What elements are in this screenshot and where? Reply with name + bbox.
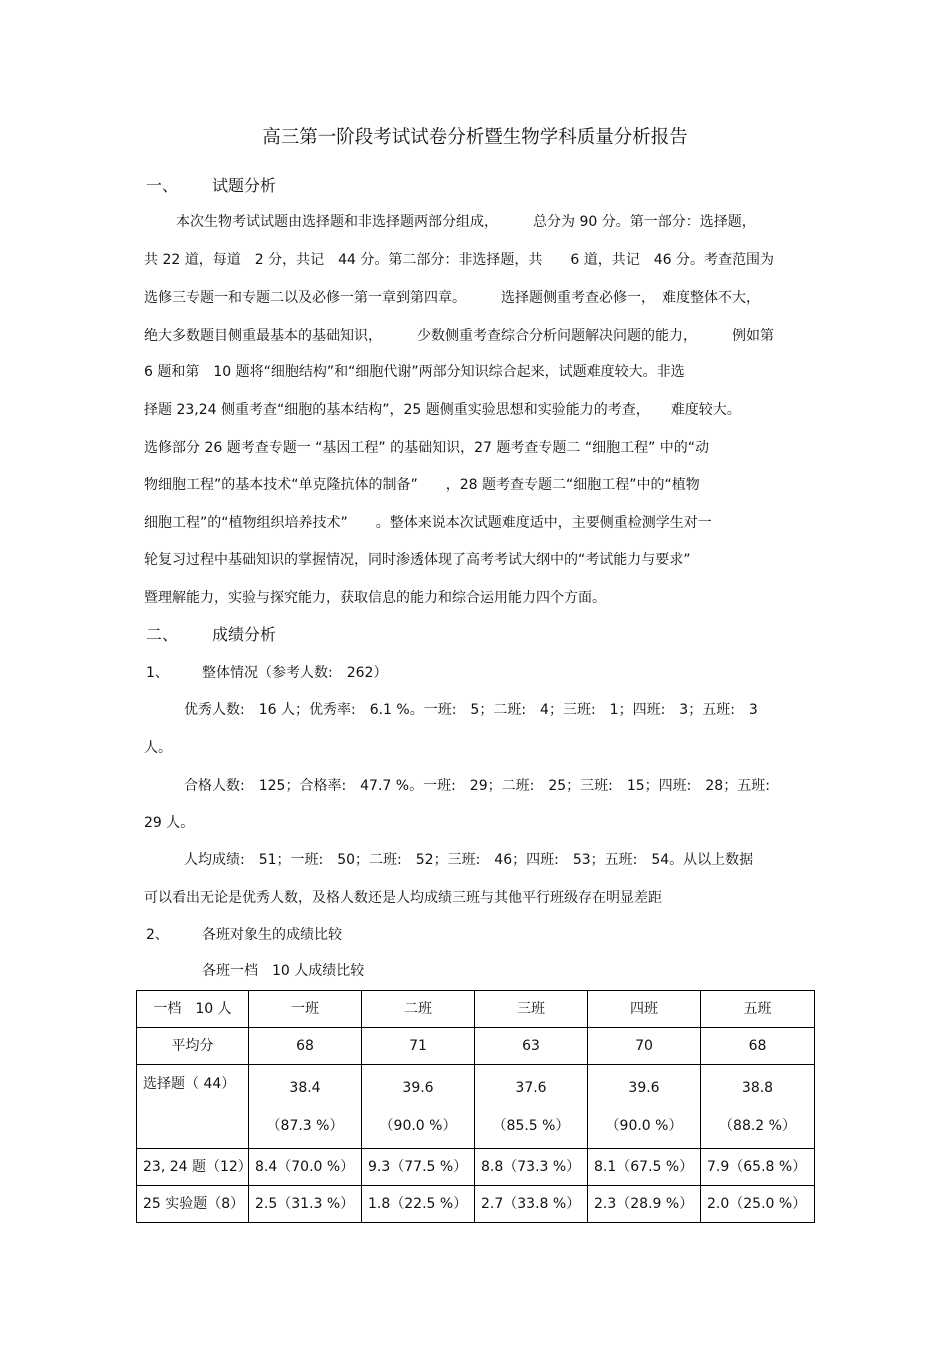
row-label: 23, 24 题（12） — [137, 1149, 249, 1186]
table-header-cell: 四班 — [588, 991, 701, 1028]
cell-percent: （87.3 %） — [266, 1117, 344, 1134]
paragraph-line: 细胞工程”的“植物组织培养技术” 。整体来说本次试题难度适中，主要侧重检测学生对一 — [144, 515, 712, 531]
table-cell: 2.3（28.9 %） — [588, 1186, 701, 1223]
paragraph-line: 绝大多数题目侧重最基本的基础知识， 少数侧重考查综合分析问题解决问题的能力， 例如第 — [144, 328, 774, 344]
table-cell: 2.7（33.8 %） — [475, 1186, 588, 1223]
table-cell — [362, 1065, 475, 1149]
section-number: 一、 — [146, 176, 179, 195]
table-header-cell: 二班 — [362, 991, 475, 1028]
table-header-row — [137, 991, 815, 1028]
row-label: 选择题（ 44） — [137, 1065, 249, 1149]
section-title: 试题分析 — [212, 176, 277, 195]
paragraph-line: 物细胞工程”的基本技术“单克隆抗体的制备” ，28 题考查专题二“细胞工程”中的“植物 — [144, 477, 700, 493]
row-label: 平均分 — [137, 1028, 249, 1065]
cell-value: 38.8 — [741, 1079, 774, 1096]
table-cell: 9.3（77.5 %） — [362, 1149, 475, 1186]
table-cell: 8.1（67.5 %） — [588, 1149, 701, 1186]
table-cell — [475, 1065, 588, 1149]
table-row — [137, 1028, 815, 1065]
subsection-number: 1、 — [146, 665, 169, 681]
table-cell — [588, 1065, 701, 1149]
average-stats: 人均成绩: 51；一班: 50；二班: 52；三班: 46；四班: 53；五班: 54。从以上数据 — [184, 852, 754, 868]
cell-percent: （90.0 %） — [379, 1117, 457, 1134]
cell-value: 38.4 — [289, 1079, 321, 1096]
paragraph-line: 择题 23,24 侧重考查“细胞的基本结构”，25 题侧重实验思想和实验能力的考查， 难度较大。 — [144, 402, 741, 418]
paragraph-line: 选修部分 26 题考查专题一 “基因工程” 的基础知识，27 题考查专题二 “细胞工程” 中的“动 — [144, 440, 710, 456]
paragraph-line: 共 22 道，每道 2 分，共记 44 分。第二部分：非选择题，共 6 道，共记 46 分。考查范围为 — [144, 252, 774, 268]
cell-percent: （90.0 %） — [605, 1117, 683, 1134]
table-cell: 8.4（70.0 %） — [249, 1149, 362, 1186]
table-cell: 63 — [475, 1028, 588, 1065]
table-cell — [701, 1065, 815, 1149]
paragraph-line: 轮复习过程中基础知识的掌握情况，同时渗透体现了高考考试大纲中的“考试能力与要求” — [144, 552, 691, 568]
cell-percent: （88.2 %） — [719, 1117, 796, 1134]
subsection-title: 各班对象生的成绩比较 — [202, 927, 342, 943]
page-title: 高三第一阶段考试试卷分析暨生物学科质量分析报告 — [262, 127, 688, 148]
row-label: 25 实验题（8） — [137, 1186, 249, 1223]
average-stats-cont: 可以看出无论是优秀人数，及格人数还是人均成绩三班与其他平行班级存在明显差距 — [144, 890, 662, 906]
table-caption: 各班一档 10 人成绩比较 — [202, 963, 365, 979]
table-cell: 2.5（31.3 %） — [249, 1186, 362, 1223]
table-cell: 8.8（73.3 %） — [475, 1149, 588, 1186]
table-cell: 68 — [249, 1028, 362, 1065]
paragraph-line: 选修三专题一和专题二以及必修一第一章到第四章。 选择题侧重考查必修一， 难度整体不大， — [144, 290, 760, 306]
table-cell: 7.9（65.8 %） — [701, 1149, 815, 1186]
table-cell: 68 — [701, 1028, 815, 1065]
table-cell: 71 — [362, 1028, 475, 1065]
subsection-number: 2、 — [146, 927, 169, 943]
score-comparison-table — [136, 990, 815, 1223]
cell-value: 39.6 — [402, 1079, 434, 1096]
table-cell — [249, 1065, 362, 1149]
paragraph-line: 本次生物考试试题由选择题和非选择题两部分组成， 总分为 90 分。第一部分：选择题， — [176, 214, 756, 230]
table-header-cell: 一班 — [249, 991, 362, 1028]
table-row — [137, 1065, 815, 1149]
table-cell: 70 — [588, 1028, 701, 1065]
table-cell: 2.0（25.0 %） — [701, 1186, 815, 1223]
table-cell: 1.8（22.5 %） — [362, 1186, 475, 1223]
section-title: 成绩分析 — [212, 625, 277, 644]
pass-stats: 合格人数: 125；合格率: 47.7 %。一班: 29；二班: 25；三班: 15；四班: 28；五班: — [184, 778, 770, 794]
paragraph-line: 6 题和第 10 题将“细胞结构”和“细胞代谢”两部分知识综合起来，试题难度较大。非选 — [144, 364, 685, 380]
subsection-title: 整体情况（参考人数: 262） — [202, 665, 388, 681]
pass-stats-cont: 29 人。 — [144, 815, 195, 831]
table-header-cell: 五班 — [701, 991, 815, 1028]
paragraph-line: 暨理解能力，实验与探究能力，获取信息的能力和综合运用能力四个方面。 — [144, 590, 606, 606]
excellent-stats: 优秀人数: 16 人；优秀率: 6.1 %。一班: 5；二班: 4；三班: 1；四班: 3；五班: 3 — [184, 702, 758, 718]
cell-value: 39.6 — [628, 1079, 660, 1096]
excellent-stats-cont: 人。 — [144, 740, 172, 756]
section-number: 二、 — [146, 625, 179, 644]
table-header-cell: 一档 10 人 — [137, 991, 249, 1028]
table-header-cell: 三班 — [475, 991, 588, 1028]
cell-value: 37.6 — [515, 1079, 547, 1096]
table-row — [137, 1149, 815, 1186]
cell-percent: （85.5 %） — [492, 1117, 570, 1134]
table-row — [137, 1186, 815, 1223]
